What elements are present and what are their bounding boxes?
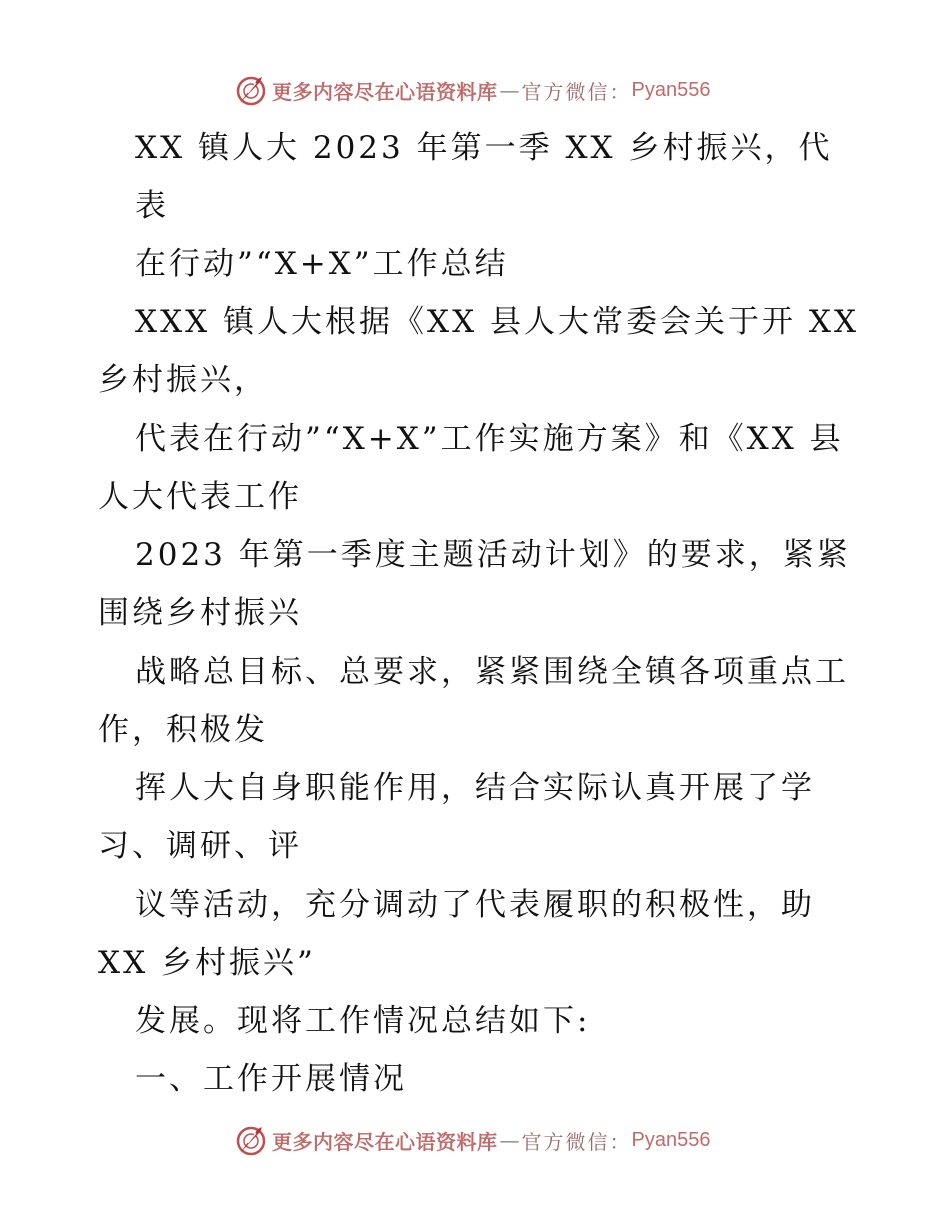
section-heading: 一、工作开展情况 <box>135 1061 407 1097</box>
paragraph-line: 议等活动，充分调动了代表履职的积极性，助 <box>135 887 815 923</box>
paragraph-line: 习、调研、评 <box>98 828 302 864</box>
paragraph-line: 2023 年第一季度主题活动计划》的要求，紧紧 <box>135 537 851 573</box>
watermark-account: Pyan556 <box>631 78 711 101</box>
paragraph-line: 代表在行动”“X+X”工作实施方案》和《XX 县 <box>135 421 844 457</box>
paragraph-line: XX 镇人大 2023 年第一季 XX 乡村振兴，代 <box>135 130 833 166</box>
paragraph-line: 乡村振兴， <box>98 362 268 398</box>
paragraph-line: 表 <box>135 188 169 224</box>
watermark-site-text: 更多内容尽在心语资料库 <box>272 1129 498 1154</box>
paragraph-line: 在行动”“X+X”工作总结 <box>135 246 509 282</box>
paragraph-line: 战略总目标、总要求，紧紧围绕全镇各项重点工 <box>135 654 849 690</box>
watermark-label: 官方微信： <box>521 1129 632 1154</box>
watermark-separator: — <box>499 1128 520 1152</box>
quill-seal-icon <box>234 1123 268 1157</box>
footer-watermark <box>234 1123 710 1157</box>
paragraph-line: 挥人大自身职能作用，结合实际认真开展了学 <box>135 770 815 806</box>
watermark-account: Pyan556 <box>631 1128 711 1151</box>
paragraph-line: 人大代表工作 <box>98 479 302 515</box>
paragraph-line: 作，积极发 <box>98 712 268 748</box>
paragraph-line: 发展。现将工作情况总结如下: <box>135 1003 591 1039</box>
paragraph-line: XX 乡村振兴” <box>98 945 316 981</box>
paragraph-line: XXX 镇人大根据《XX 县人大常委会关于开 XX <box>135 304 860 340</box>
paragraph-line: 围绕乡村振兴 <box>98 595 302 631</box>
watermark-site-text: 更多内容尽在心语资料库 <box>272 79 498 104</box>
watermark-separator: — <box>499 78 520 102</box>
watermark-label: 官方微信： <box>521 79 632 104</box>
